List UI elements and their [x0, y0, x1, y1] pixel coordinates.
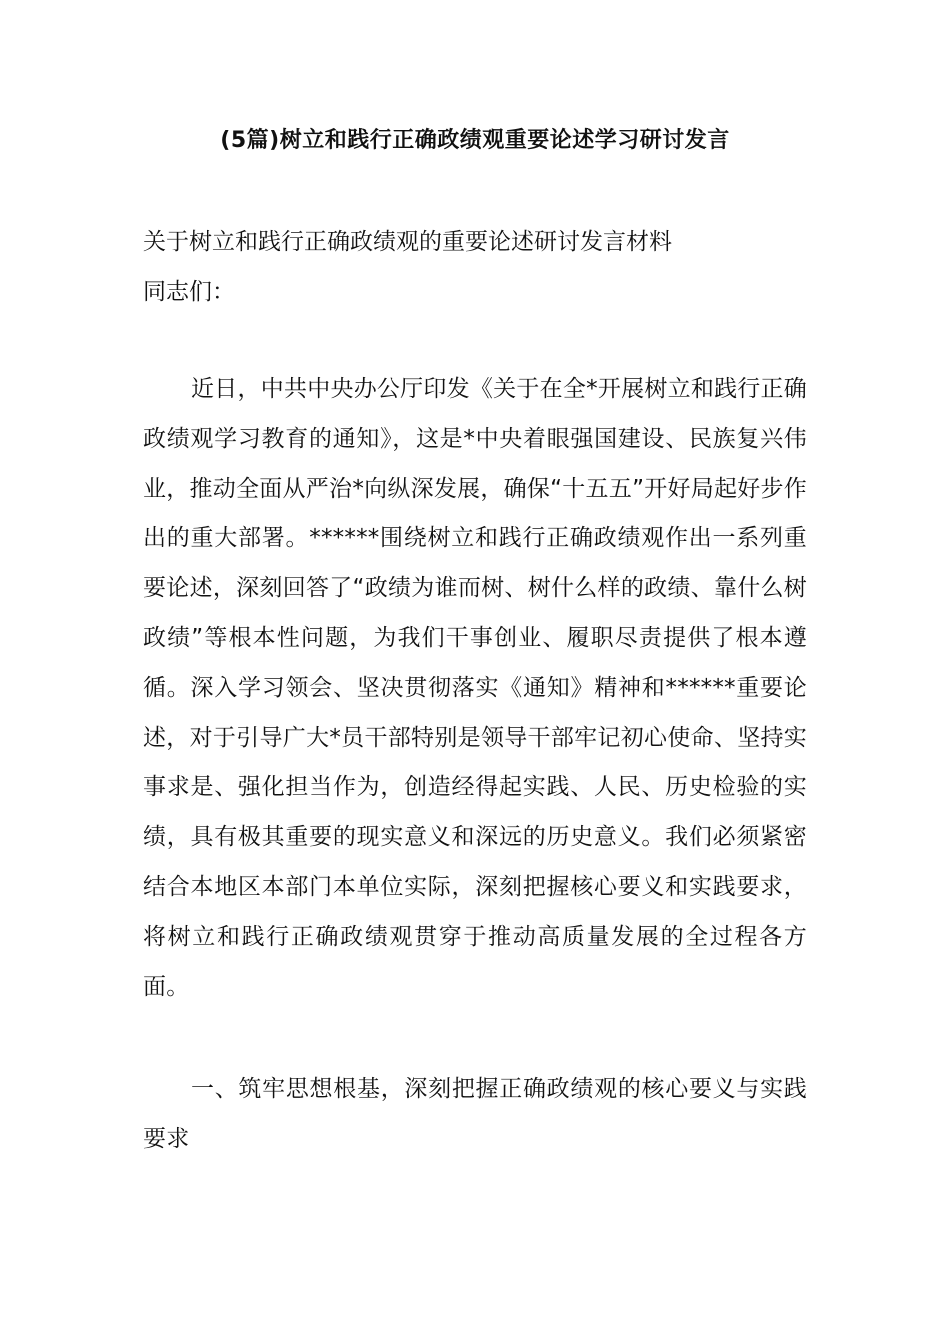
document-subtitle: 关于树立和践行正确政绩观的重要论述研讨发言材料	[143, 229, 672, 255]
salutation: 同志们：	[143, 279, 235, 305]
body-paragraph: 近日，中共中央办公厅印发《关于在全*开展树立和践行正确政绩观学习教育的通知》，这是*中央着眼强国建设、民族复兴伟业，推动全面从严治*向纵深发展，确保“十五五”开好局起好步作出的重大部署。******围绕树立和践行正确政绩观作出一系列重要论述，深刻回答了“政绩为谁而树、树什么样的政绩、靠什么树政绩”等根本性问题，为我们干事创业、履职尽责提供了根本遵循。深入学习领会、坚决贯彻落实《通知》精神和******重要论述，对于引导广大*员干部特别是领导干部牢记初心使命、坚持实事求是、强化担当作为，创造经得起实践、人民、历史检验的实绩，具有极其重要的现实意义和深远的历史意义。我们必须紧密结合本地区本部门本单位实际，深刻把握核心要义和实践要求，将树立和践行正确政绩观贯穿于推动高质量发展的全过程各方面。	[143, 376, 807, 1000]
document-title: (5篇)树立和践行正确政绩观重要论述学习研讨发言	[220, 128, 730, 153]
section-heading: 一、筑牢思想根基，深刻把握正确政绩观的核心要义与实践要求	[143, 1076, 807, 1152]
